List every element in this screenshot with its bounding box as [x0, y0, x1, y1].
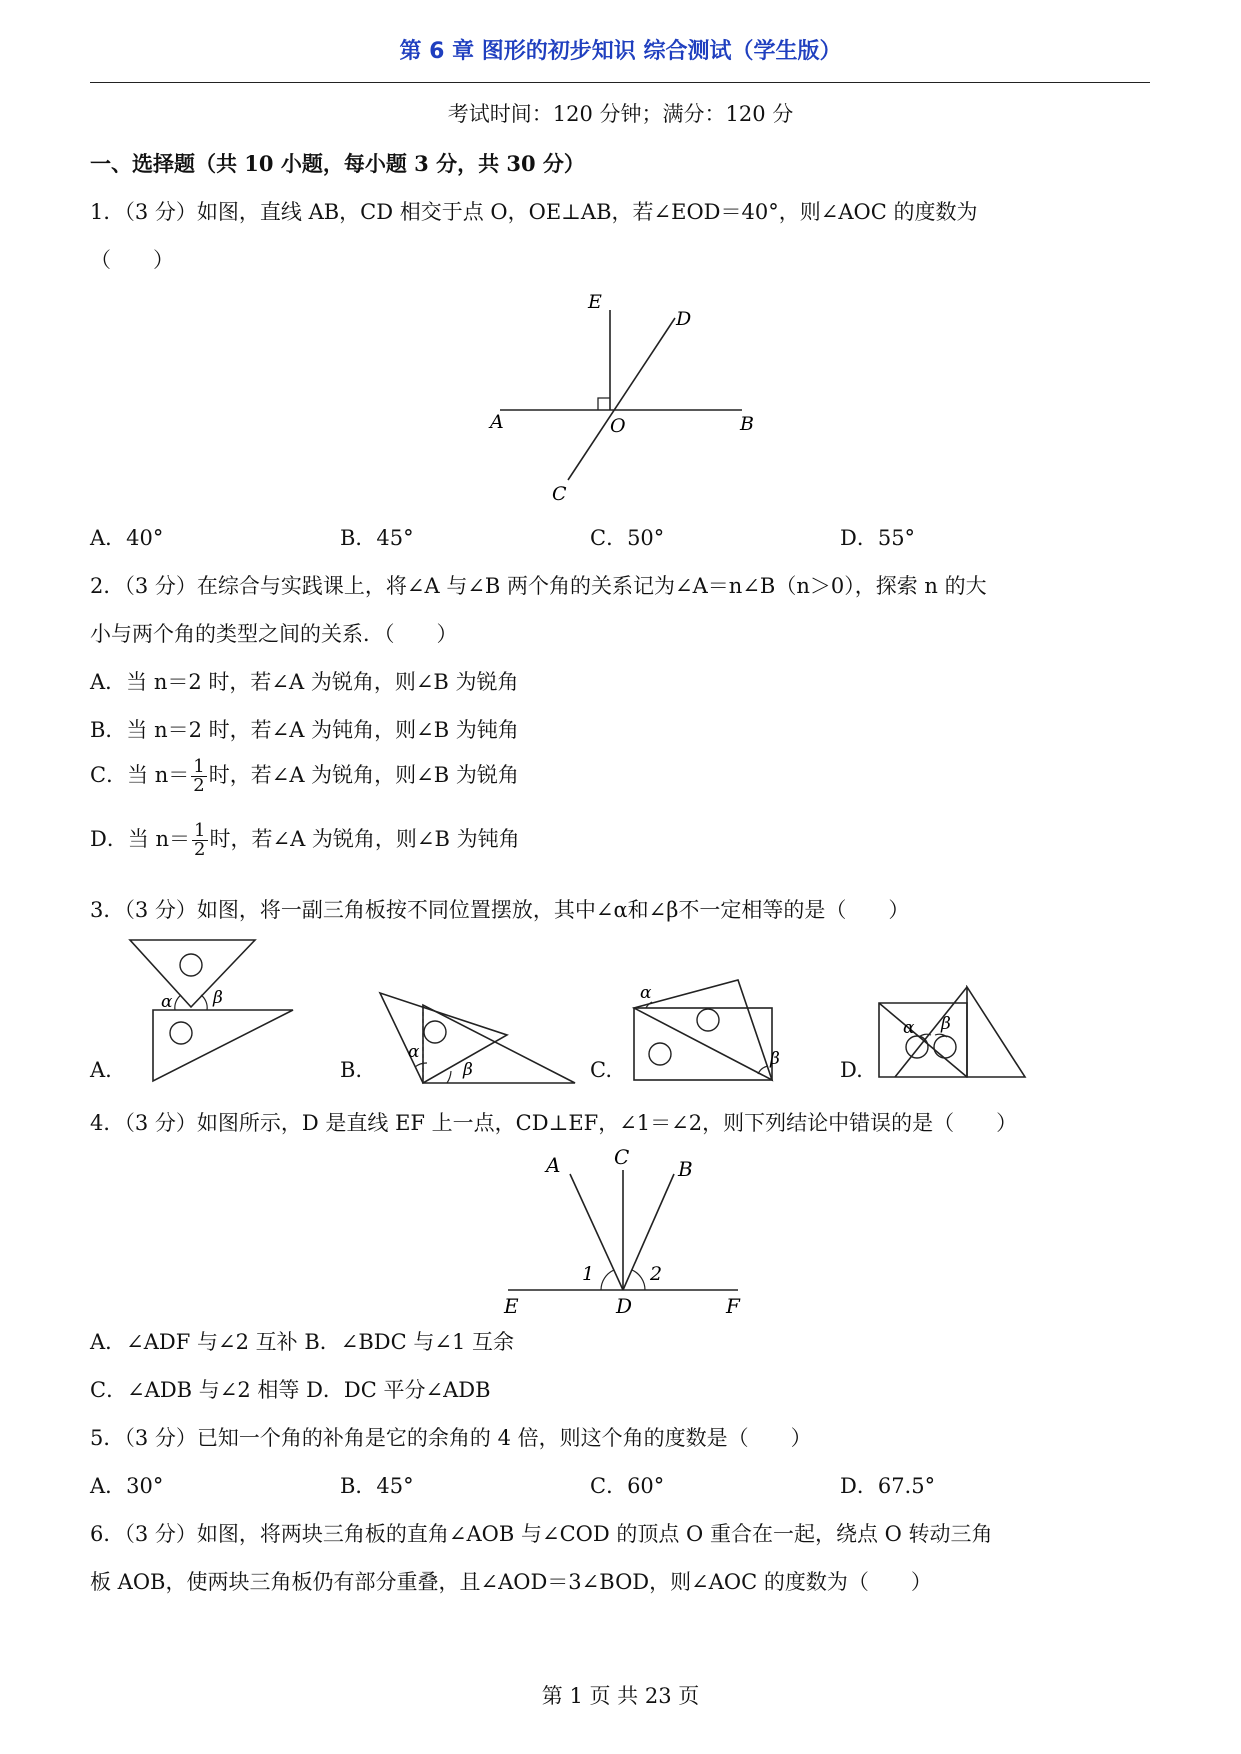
q4-label-d: D [616, 1294, 633, 1318]
q3b-beta-arc [447, 1071, 451, 1083]
q3d-beta: β [941, 1014, 951, 1034]
q3a-alpha-arc [175, 995, 181, 1010]
q3a-beta-arc [201, 995, 207, 1010]
q1-line-cd [568, 318, 675, 480]
q3c-circle-top [697, 1009, 719, 1031]
q2-text-line2: 小与两个角的类型之间的关系．（ ） [90, 622, 458, 646]
q5-option-d[interactable]: D．67.5° [840, 1474, 936, 1498]
q1-label-d: D [676, 308, 692, 330]
q4-angle1-arc [601, 1270, 614, 1290]
q1-text-line1: 1．（3 分）如图，直线 AB，CD 相交于点 O，OE⊥AB，若∠EOD＝40°，则∠AOC 的度数为 [90, 200, 978, 224]
q5-option-c[interactable]: C．60° [590, 1474, 665, 1498]
q2-option-c-prefix: C．当 n＝ [90, 763, 190, 787]
q1-right-angle-mark [598, 398, 610, 410]
header-rule [90, 82, 1150, 83]
q2-option-b[interactable]: B．当 n＝2 时，若∠A 为钝角，则∠B 为钝角 [90, 718, 519, 742]
q2-option-d-prefix: D．当 n＝ [90, 827, 191, 851]
q2-option-d[interactable] [90, 822, 520, 859]
q3d-circle-right [934, 1036, 956, 1058]
q2-option-a[interactable]: A．当 n＝2 时，若∠A 为锐角，则∠B 为锐角 [90, 670, 519, 694]
q3d-circle-left [906, 1036, 928, 1058]
q2-option-c[interactable] [90, 758, 519, 795]
q3b-circle [424, 1021, 446, 1043]
q1-option-d[interactable]: D．55° [840, 526, 916, 550]
q3a-top-triangle [130, 940, 255, 1007]
q4-angle2-arc [632, 1270, 645, 1290]
q2-text-line1: 2．（3 分）在综合与实践课上，将∠A 与∠B 两个角的关系记为∠A＝n∠B（n＞0），探索 n 的大 [90, 574, 987, 598]
q3-option-c[interactable]: C. [590, 1058, 612, 1082]
q4-ray-db [623, 1174, 674, 1290]
q4-ray-da [570, 1174, 623, 1290]
q3b-triangle-2 [423, 1005, 575, 1083]
q1-option-c[interactable]: C．50° [590, 526, 665, 550]
q3d-triangle-right [967, 987, 1025, 1077]
q4-figure [490, 1140, 760, 1320]
q1-label-c: C [552, 483, 567, 505]
q3-figure-c [620, 972, 790, 1092]
page-title: 第 6 章 图形的初步知识 综合测试（学生版） [399, 39, 842, 64]
q3-option-a[interactable]: A. [90, 1058, 112, 1082]
q3a-top-circle [180, 954, 202, 976]
fraction-denominator: 2 [194, 839, 206, 860]
q4-label-f: F [726, 1294, 740, 1318]
q1-figure [470, 280, 770, 510]
q1-label-o: O [610, 415, 626, 437]
q3a-bottom-triangle [153, 1010, 293, 1081]
q4-label-e: E [504, 1294, 519, 1318]
q3a-bottom-circle [170, 1022, 192, 1044]
exam-info: 考试时间：120 分钟；满分：120 分 [447, 102, 794, 126]
q4-options-ab[interactable]: A．∠ADF 与∠2 互补 B．∠BDC 与∠1 互余 [90, 1330, 514, 1354]
q3c-alpha: α [640, 983, 652, 1003]
q1-label-a: A [490, 411, 504, 433]
q3-figure-d [875, 985, 1035, 1085]
q3d-alpha: α [903, 1018, 915, 1038]
q4-label-b: B [678, 1157, 693, 1181]
q1-text-line2: （ ） [90, 248, 174, 272]
q4-options-cd[interactable]: C．∠ADB 与∠2 相等 D．DC 平分∠ADB [90, 1378, 491, 1402]
fraction-denominator: 2 [193, 775, 205, 796]
q3-figure-b [375, 975, 585, 1090]
fraction-numerator: 1 [193, 756, 205, 777]
q2-option-c-suffix: 时，若∠A 为锐角，则∠B 为锐角 [208, 763, 519, 787]
fraction-one-half [192, 822, 207, 859]
section-heading: 一、选择题（共 10 小题，每小题 3 分，共 30 分） [90, 151, 585, 176]
q3-figure-a [125, 935, 305, 1085]
q3b-alpha-arc [415, 1063, 427, 1067]
q4-label-1: 1 [582, 1263, 595, 1285]
q5-option-a[interactable]: A．30° [90, 1474, 164, 1498]
q5-option-b[interactable]: B．45° [340, 1474, 414, 1498]
q3-text-line1: 3．（3 分）如图，将一副三角板按不同位置摆放，其中∠α和∠β不一定相等的是（ ） [90, 898, 910, 922]
q6-text-line1: 6．（3 分）如图，将两块三角板的直角∠AOB 与∠COD 的顶点 O 重合在一起，绕点 O 转动三角 [90, 1522, 993, 1546]
q4-label-2: 2 [650, 1263, 663, 1285]
q3-option-d[interactable]: D. [840, 1058, 863, 1082]
q1-label-e: E [588, 291, 602, 313]
q4-text-line1: 4．（3 分）如图所示，D 是直线 EF 上一点，CD⊥EF，∠1＝∠2，则下列结论中错误的是（ ） [90, 1111, 1018, 1135]
q3a-alpha: α [161, 992, 173, 1012]
q1-option-a[interactable]: A．40° [90, 526, 164, 550]
q3b-beta: β [463, 1060, 473, 1080]
q6-text-line2: 板 AOB，使两块三角板仍有部分重叠，且∠AOD＝3∠BOD，则∠AOC 的度数为（ ） [90, 1570, 932, 1594]
fraction-one-half [191, 758, 206, 795]
q3c-circle-bottom [649, 1043, 671, 1065]
q1-label-b: B [740, 413, 754, 435]
page-number: 第 1 页 共 23 页 [541, 1684, 700, 1708]
q1-option-b[interactable]: B．45° [340, 526, 414, 550]
q3-option-b[interactable]: B. [340, 1058, 363, 1082]
q3a-beta: β [213, 988, 223, 1008]
q5-text-line1: 5．（3 分）已知一个角的补角是它的余角的 4 倍，则这个角的度数是（ ） [90, 1426, 812, 1450]
q4-label-c: C [614, 1145, 630, 1169]
q3b-alpha: α [408, 1042, 420, 1062]
q3c-beta: β [770, 1049, 780, 1069]
fraction-numerator: 1 [194, 820, 206, 841]
q2-option-d-suffix: 时，若∠A 为锐角，则∠B 为钝角 [209, 827, 520, 851]
q4-label-a: A [546, 1153, 561, 1177]
